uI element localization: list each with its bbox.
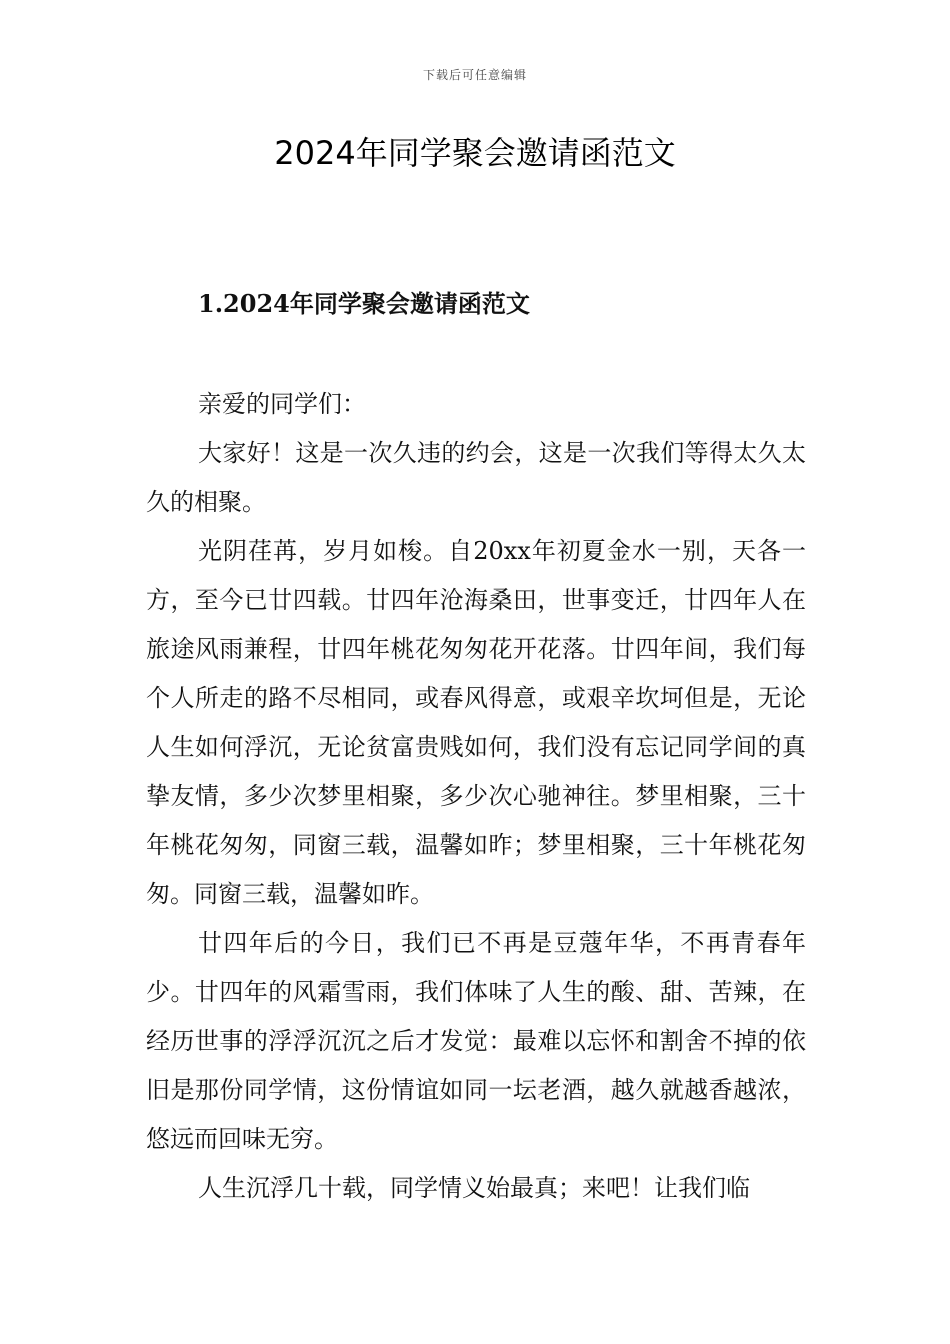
header-note: 下载后可任意编辑 bbox=[422, 68, 527, 82]
section-heading: 1.2024年同学聚会邀请函范文 bbox=[198, 289, 530, 318]
document-title: 2024年同学聚会邀请函范文 bbox=[274, 134, 676, 172]
document-body bbox=[146, 380, 806, 1213]
body-paragraph: 光阴荏苒，岁月如梭。自20xx年初夏金水一别，天各一方，至今已廿四载。廿四年沧海桑田，世事变迁，廿四年人在旅途风雨兼程，廿四年桃花匆匆花开花落。廿四年间，我们每个人所走的路不尽相同，或春风得意，或艰辛坎坷但是，无论人生如何浮沉，无论贫富贵贱如何，我们没有忘记同学间的真挚友情，多少次梦里相聚，多少次心驰神往。梦里相聚，三十年桃花匆匆，同窗三载，温馨如昨；梦里相聚，三十年桃花匆匆。同窗三载，温馨如昨。 bbox=[146, 537, 806, 908]
body-paragraph: 大家好！这是一次久违的约会，这是一次我们等得太久太久的相聚。 bbox=[146, 439, 806, 516]
greeting-paragraph: 亲爱的同学们： bbox=[198, 390, 366, 418]
body-paragraph: 人生沉浮几十载，同学情义始最真；来吧！让我们临 bbox=[198, 1174, 750, 1202]
body-paragraph: 廿四年后的今日，我们已不再是豆蔻年华，不再青春年少。廿四年的风霜雪雨，我们体味了人生的酸、甜、苦辣，在经历世事的浮浮沉沉之后才发觉：最难以忘怀和割舍不掉的依旧是那份同学情，这份情谊如同一坛老酒，越久就越香越浓，悠远而回味无穷。 bbox=[146, 929, 806, 1153]
